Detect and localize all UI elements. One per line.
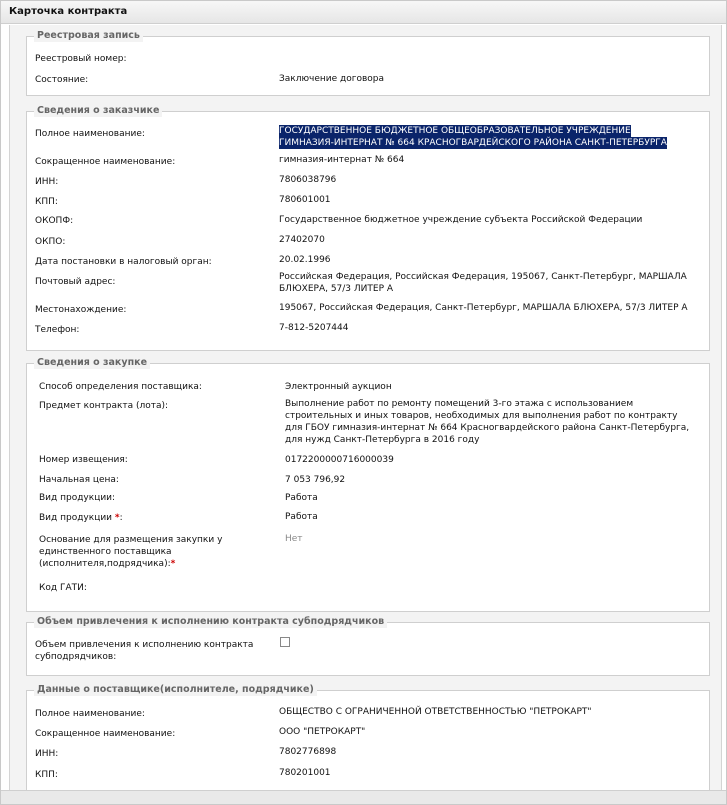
- single-supplier-basis-line3: [39, 558, 175, 570]
- supplier-full-name-label: Полное наименование:: [35, 709, 145, 719]
- product-type-required-value: Работа: [285, 512, 318, 522]
- contract-subject-line2: строительных и иных товаров, необходимых для выполнения работ по контракту: [285, 411, 678, 421]
- procurement-section: [26, 357, 710, 612]
- supplier-short-name-label: Сокращенное наименование:: [35, 729, 176, 739]
- subcontract-label-line2: субподрядчиков:: [35, 652, 117, 662]
- single-supplier-basis-line2: единственного поставщика: [39, 547, 172, 557]
- contract-subject-label: Предмет контракта (лота):: [39, 401, 169, 411]
- notice-number-label: Номер извещения:: [39, 455, 128, 465]
- customer-okpo-label: ОКПО:: [35, 237, 66, 247]
- customer-tax-date-value: 20.02.1996: [279, 255, 331, 265]
- product-type-label: Вид продукции:: [39, 493, 116, 503]
- supplier-full-name-value: ОБЩЕСТВО С ОГРАНИЧЕННОЙ ОТВЕТСТВЕННОСТЬЮ "ПЕТРОКАРТ": [279, 707, 592, 717]
- supplier-kpp-value: 780201001: [279, 768, 331, 778]
- window-title: Карточка контракта: [1, 1, 726, 24]
- subcontract-label-line1: Объем привлечения к исполнению контракта: [35, 640, 254, 650]
- initial-price-value: 7 053 796,92: [285, 475, 346, 485]
- customer-postal-label: Почтовый адрес:: [35, 277, 116, 287]
- initial-price-label: Начальная цена:: [39, 475, 119, 485]
- customer-full-name-line2: ГИМНАЗИЯ-ИНТЕРНАТ № 664 КРАСНОГВАРДЕЙСКОГО РАЙОНА САНКТ-ПЕТЕРБУРГА: [279, 138, 667, 148]
- content-area[interactable]: [9, 25, 722, 793]
- contract-subject-line4: для нужд Санкт-Петербурга в 2016 году: [285, 435, 480, 445]
- customer-short-name-label: Сокращенное наименование:: [35, 157, 176, 167]
- product-type-required-text: Вид продукции: [39, 513, 113, 523]
- single-supplier-basis-line1: Основание для размещения закупки у: [39, 535, 223, 545]
- customer-postal-line2: БЛЮХЕРА, 57/3 ЛИТЕР А: [279, 284, 394, 294]
- customer-postal-line1: Российская Федерация, Российская Федерация, 195067, Санкт-Петербург, МАРШАЛА: [279, 272, 687, 282]
- customer-tax-date-label: Дата постановки в налоговый орган:: [35, 257, 212, 267]
- required-marker: *: [114, 513, 120, 523]
- customer-kpp-value: 780601001: [279, 195, 331, 205]
- registry-legend: Реестровая запись: [34, 30, 143, 42]
- single-supplier-basis-value: Нет: [285, 534, 303, 544]
- customer-section: [26, 105, 710, 351]
- state-value: Заключение договора: [279, 74, 385, 84]
- customer-legend: Сведения о заказчике: [34, 105, 162, 117]
- procurement-method-label: Способ определения поставщика:: [39, 382, 202, 392]
- customer-location-label: Местонахождение:: [35, 305, 127, 315]
- procurement-method-value: Электронный аукцион: [285, 382, 392, 392]
- subcontract-checkbox[interactable]: [280, 637, 290, 647]
- customer-full-name-line1: ГОСУДАРСТВЕННОЕ БЮДЖЕТНОЕ ОБЩЕОБРАЗОВАТЕЛЬНОЕ УЧРЕЖДЕНИЕ: [279, 126, 631, 136]
- notice-number-value: 0172200000716000039: [285, 455, 394, 465]
- supplier-inn-value: 7802776898: [279, 747, 337, 757]
- supplier-section: [26, 684, 710, 801]
- customer-okpo-value: 27402070: [279, 235, 325, 245]
- registry-number-label: Реестровый номер:: [35, 54, 127, 64]
- customer-inn-value: 7806038796: [279, 175, 337, 185]
- required-marker: *: [170, 559, 176, 569]
- window-bottom-bar: [1, 790, 726, 804]
- customer-okopf-value: Государственное бюджетное учреждение субъекта Российской Федерации: [279, 215, 643, 225]
- supplier-kpp-label: КПП:: [35, 770, 58, 780]
- customer-full-name-label: Полное наименование:: [35, 129, 145, 139]
- product-type-value: Работа: [285, 493, 318, 503]
- contract-subject-line1: Выполнение работ по ремонту помещений 3-го этажа с использованием: [285, 399, 634, 409]
- contract-subject-line3: для ГБОУ гимназия-интернат № 664 Красногвардейского района Санкт-Петербурга,: [285, 423, 690, 433]
- customer-location-value: 195067, Российская Федерация, Санкт-Петербург, МАРШАЛА БЛЮХЕРА, 57/3 ЛИТЕР А: [279, 303, 688, 313]
- supplier-short-name-value: ООО "ПЕТРОКАРТ": [279, 727, 366, 737]
- state-label: Состояние:: [35, 75, 89, 85]
- customer-phone-value: 7-812-5207444: [279, 323, 349, 333]
- procurement-legend: Сведения о закупке: [34, 357, 150, 369]
- customer-inn-label: ИНН:: [35, 177, 59, 187]
- single-supplier-basis-line3-text: (исполнителя,подрядчика):: [39, 559, 171, 569]
- supplier-legend: Данные о поставщике(исполнителе, подрядчике): [34, 684, 317, 696]
- customer-short-name-value: гимназия-интернат № 664: [279, 155, 405, 165]
- customer-kpp-label: КПП:: [35, 197, 58, 207]
- colon: :: [119, 513, 123, 523]
- customer-phone-label: Телефон:: [35, 325, 80, 335]
- supplier-inn-label: ИНН:: [35, 749, 59, 759]
- customer-okopf-label: ОКОПФ:: [35, 216, 74, 226]
- gati-code-label: Код ГАТИ:: [39, 583, 87, 593]
- subcontract-section: [26, 616, 710, 676]
- subcontract-legend: Объем привлечения к исполнению контракта субподрядчиков: [34, 616, 387, 628]
- product-type-required-label: [39, 512, 123, 524]
- registry-section: [26, 30, 710, 96]
